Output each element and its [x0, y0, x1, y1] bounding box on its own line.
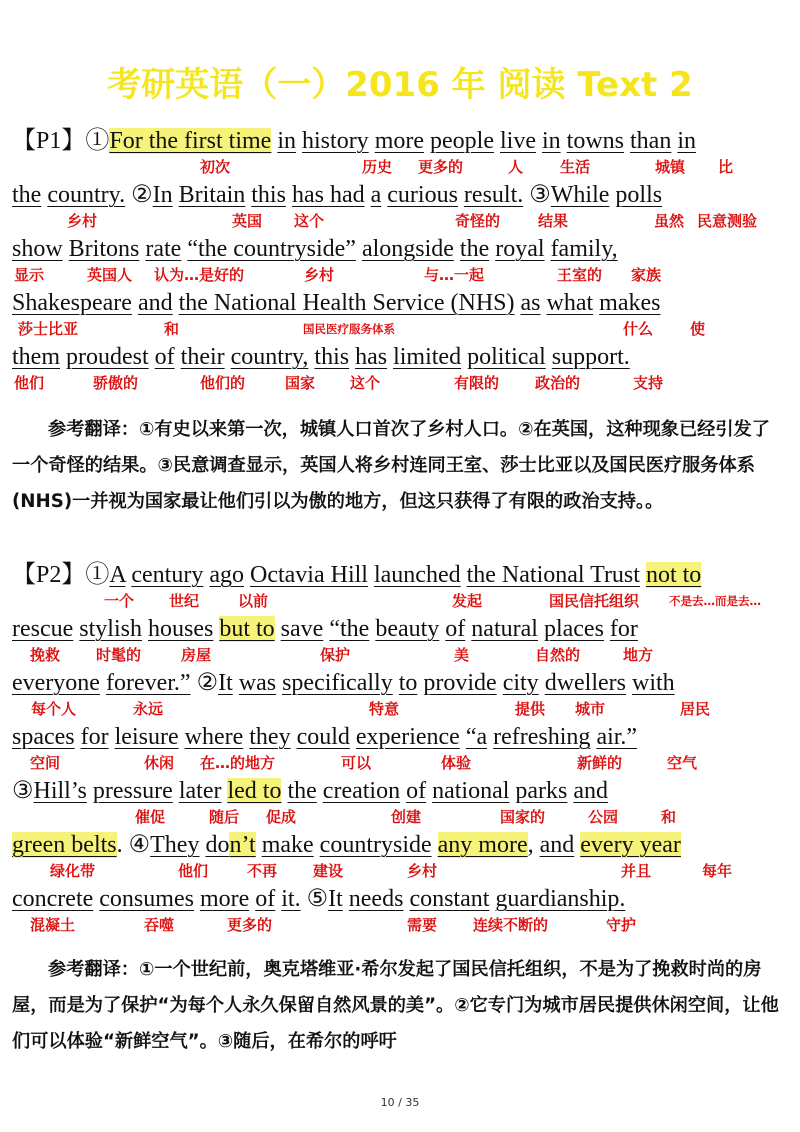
english-word: could [296, 724, 350, 750]
english-word: houses [147, 616, 214, 642]
english-word: creation [322, 778, 401, 804]
chinese-gloss: 不是去…而是去… [669, 594, 761, 608]
english-word: forever.” [105, 670, 191, 696]
english-word: everyone [12, 670, 100, 696]
english-word: parks [515, 778, 568, 804]
english-word: and [573, 778, 609, 804]
highlighted-phrase: any more [437, 832, 528, 858]
chinese-gloss: 虽然 [654, 212, 685, 230]
paragraph-2-translation: 参考翻译：①一个世纪前，奥克塔维亚·希尔发起了国民信托组织，不是为了挽救时尚的房屋，而是为了保护“为每个人永久保留自然风景的美”。②它专门为城市居民提供休闲空间，让他们可以体验“新鲜空气”。③随后，在希尔的呼吁 [12, 959, 779, 1052]
english-word: what [546, 290, 594, 316]
english-word: more [374, 128, 424, 154]
chinese-gloss: 国家 [285, 374, 316, 392]
english-word: in [677, 128, 696, 154]
english-word: Britons [68, 236, 140, 262]
english-word: consumes [99, 886, 194, 912]
page-number: 10 / 35 [380, 1096, 420, 1109]
english-word: rescue [12, 616, 74, 642]
chinese-gloss: 认为…是好的 [154, 266, 245, 284]
english-word: in [541, 128, 561, 154]
chinese-gloss: 国民信托组织 [549, 592, 640, 610]
english-word: rate [145, 236, 182, 262]
english-word: live [499, 128, 536, 154]
english-text: 【P2】① [12, 562, 110, 588]
english-word: launched [373, 562, 461, 588]
english-word: Hill’s [33, 778, 87, 804]
chinese-gloss: 乡村 [304, 266, 335, 284]
english-line [12, 180, 662, 210]
chinese-gloss: 空气 [667, 754, 698, 772]
english-word: family, [550, 236, 618, 262]
english-word: of [445, 616, 466, 642]
english-word: the National Trust [466, 562, 640, 588]
chinese-gloss: 每年 [702, 862, 733, 880]
english-word: has had [291, 182, 365, 208]
english-text: ③ [12, 778, 34, 804]
chinese-gloss: 需要 [407, 916, 438, 934]
chinese-gloss: 新鲜的 [577, 754, 623, 772]
english-word: show [12, 236, 63, 262]
english-word: dwellers [544, 670, 626, 696]
highlighted-phrase: For the first time [109, 128, 272, 154]
chinese-gloss: 城市 [575, 700, 606, 718]
chinese-gloss: 什么 [623, 320, 654, 338]
english-word: later [178, 778, 222, 804]
english-word: places [543, 616, 604, 642]
english-word: “the countryside” [187, 236, 356, 262]
chinese-gloss: 体验 [441, 754, 472, 772]
chinese-gloss: 一个 [104, 592, 135, 610]
chinese-gloss: 随后 [209, 808, 240, 826]
chinese-gloss: 保护 [320, 646, 351, 664]
english-line [12, 288, 660, 318]
english-word: this [314, 344, 350, 370]
chinese-gloss: 催促 [135, 808, 166, 826]
chinese-gloss: 混凝土 [30, 916, 76, 934]
chinese-gloss: 他们 [178, 862, 209, 880]
english-word: polls [615, 182, 663, 208]
english-word: towns [566, 128, 624, 154]
english-word: In [152, 182, 173, 208]
chinese-gloss: 历史 [362, 158, 393, 176]
english-text: ② [190, 670, 219, 696]
chinese-gloss: 骄傲的 [93, 374, 139, 392]
chinese-gloss: 和 [164, 320, 180, 338]
english-word: their [180, 344, 225, 370]
english-word: constant [409, 886, 490, 912]
english-word: A [109, 562, 126, 588]
chinese-gloss: 与…一起 [424, 266, 485, 284]
chinese-gloss: 提供 [515, 700, 546, 718]
english-word: for [609, 616, 638, 642]
chinese-gloss: 这个 [294, 212, 325, 230]
chinese-gloss: 每个人 [31, 700, 77, 718]
english-word: to [398, 670, 418, 696]
english-word: a [370, 182, 382, 208]
chinese-gloss: 结果 [538, 212, 569, 230]
english-word: the [12, 182, 42, 208]
english-word: the National Health Service (NHS) [178, 290, 515, 316]
highlighted-phrase: not to [645, 562, 702, 588]
english-word: limited [393, 344, 462, 370]
english-word: for [80, 724, 109, 750]
chinese-gloss: 在…的地方 [200, 754, 276, 772]
chinese-gloss: 他们的 [200, 374, 246, 392]
chinese-gloss: 建设 [313, 862, 344, 880]
english-word: It [218, 670, 233, 696]
english-word: they [249, 724, 291, 750]
chinese-gloss: 王室的 [557, 266, 603, 284]
english-text: 【P1】① [12, 128, 110, 154]
english-line [12, 234, 618, 264]
chinese-gloss: 生活 [560, 158, 591, 176]
chinese-gloss: 公园 [588, 808, 619, 826]
english-word: country. [47, 182, 126, 208]
english-word: needs [348, 886, 404, 912]
chinese-gloss: 人 [508, 158, 524, 176]
chinese-gloss: 不再 [247, 862, 278, 880]
english-word: natural [471, 616, 538, 642]
chinese-gloss: 初次 [200, 158, 231, 176]
english-word: in [277, 128, 297, 154]
english-word: of [154, 344, 175, 370]
chinese-gloss: 自然的 [535, 646, 581, 664]
chinese-gloss: 世纪 [169, 592, 200, 610]
english-line [12, 342, 630, 372]
english-word: save [280, 616, 324, 642]
chinese-gloss: 显示 [14, 266, 45, 284]
chinese-gloss: 家族 [631, 266, 662, 284]
english-word: Shakespeare [12, 290, 132, 316]
chinese-gloss: 英国人 [87, 266, 133, 284]
highlighted-phrase: led to [227, 778, 282, 804]
paragraph-1-translation: 参考翻译：①有史以来第一次，城镇人口首次了乡村人口。②在英国，这种现象已经引发了一个奇怪的结果。③民意调查显示，英国人将乡村连同王室、莎士比亚以及国民医疗服务体系(NHS)一并视为国家最让他们引以为傲的地方，但这只获得了有限的政治支持。。 [12, 419, 770, 512]
english-word: ago [209, 562, 244, 588]
english-word: “a [465, 724, 488, 750]
english-word: city [502, 670, 539, 696]
chinese-gloss: 可以 [341, 754, 372, 772]
chinese-gloss: 挽救 [30, 646, 61, 664]
english-word: than [630, 128, 672, 154]
english-word: alongside [361, 236, 454, 262]
english-word: stylish [79, 616, 142, 642]
english-word: result. [463, 182, 524, 208]
chinese-gloss: 时髦的 [96, 646, 142, 664]
english-text: ② [125, 182, 153, 208]
chinese-gloss: 国家的 [500, 808, 546, 826]
english-word: has [355, 344, 388, 370]
chinese-gloss: 更多的 [418, 158, 464, 176]
chinese-gloss: 乡村 [67, 212, 98, 230]
highlighted-phrase: but to [219, 616, 275, 642]
english-word: and [137, 290, 173, 316]
chinese-gloss: 休闲 [144, 754, 175, 772]
english-word: country, [230, 344, 309, 370]
chinese-gloss: 地方 [623, 646, 654, 664]
page-title: 考研英语（一）2016 年 阅读 Text 2 [107, 65, 693, 105]
chinese-gloss: 促成 [266, 808, 297, 826]
english-word: national [432, 778, 510, 804]
chinese-gloss: 乡村 [407, 862, 438, 880]
english-line [12, 722, 637, 752]
english-text: ③ [523, 182, 551, 208]
chinese-gloss: 他们 [14, 374, 45, 392]
english-word: of [406, 778, 427, 804]
english-word: spaces [12, 724, 75, 750]
english-line [12, 884, 625, 914]
english-line [12, 614, 638, 644]
english-text: ⑤ [300, 886, 329, 912]
english-line [12, 668, 675, 698]
english-line [12, 560, 701, 590]
english-word: beauty [375, 616, 440, 642]
chinese-gloss: 莎士比亚 [18, 320, 79, 338]
chinese-gloss: 民意测验 [697, 212, 758, 230]
english-word: provide [423, 670, 497, 696]
english-word: Octavia Hill [250, 562, 368, 588]
english-word: century [131, 562, 204, 588]
chinese-gloss: 绿化带 [50, 862, 96, 880]
english-word: royal [495, 236, 545, 262]
english-word: air.” [596, 724, 638, 750]
chinese-gloss: 连续不断的 [473, 916, 549, 934]
chinese-gloss: 守护 [606, 916, 637, 934]
english-text: . ④ [116, 832, 151, 858]
chinese-gloss: 吞噬 [144, 916, 175, 934]
chinese-gloss: 有限的 [454, 374, 500, 392]
chinese-gloss: 美 [454, 646, 470, 664]
english-word: makes [599, 290, 661, 316]
english-word: people [430, 128, 494, 154]
english-word: guardianship. [495, 886, 626, 912]
english-text [432, 832, 438, 858]
chinese-gloss: 城镇 [655, 158, 686, 176]
english-word: make [261, 832, 314, 858]
english-word: “the [329, 616, 370, 642]
english-word: where [184, 724, 244, 750]
english-word: more [199, 886, 250, 912]
english-word: them [12, 344, 60, 370]
english-word: leisure [114, 724, 179, 750]
english-word: as [520, 290, 541, 316]
chinese-gloss: 使 [690, 320, 706, 338]
highlighted-phrase: n’t [229, 832, 256, 858]
english-word: concrete [12, 886, 94, 912]
chinese-gloss: 政治的 [535, 374, 581, 392]
chinese-gloss: 奇怪的 [455, 212, 501, 230]
english-word: pressure [92, 778, 173, 804]
chinese-gloss: 空间 [30, 754, 61, 772]
chinese-gloss: 居民 [680, 700, 711, 718]
english-word: They [150, 832, 200, 858]
chinese-gloss: 特意 [369, 700, 400, 718]
english-word: specifically [282, 670, 393, 696]
chinese-gloss: 比 [718, 158, 734, 176]
english-word: was [238, 670, 277, 696]
english-word: Britain [178, 182, 246, 208]
english-line [12, 830, 681, 860]
chinese-gloss: 更多的 [227, 916, 273, 934]
english-word: countryside [319, 832, 432, 858]
english-word: While [550, 182, 610, 208]
english-word: the [287, 778, 317, 804]
english-word: history [302, 128, 369, 154]
english-line [12, 126, 696, 156]
chinese-gloss: 英国 [232, 212, 263, 230]
chinese-gloss: 并且 [621, 862, 652, 880]
highlighted-phrase: green belts [12, 832, 117, 858]
chinese-gloss: 以前 [238, 592, 269, 610]
english-word: proudest [66, 344, 149, 370]
chinese-gloss: 房屋 [181, 646, 212, 664]
english-word: curious [387, 182, 458, 208]
chinese-gloss: 发起 [452, 592, 483, 610]
english-word: support. [551, 344, 630, 370]
english-word: it. [281, 886, 301, 912]
english-word: political [467, 344, 546, 370]
english-text: , [527, 832, 540, 858]
english-word: do [205, 832, 230, 858]
english-word: experience [355, 724, 460, 750]
chinese-gloss: 和 [661, 808, 677, 826]
english-line [12, 776, 608, 806]
chinese-gloss: 创建 [391, 808, 422, 826]
english-word: and [539, 832, 575, 858]
chinese-gloss: 永远 [133, 700, 164, 718]
english-word: this [251, 182, 286, 208]
english-word: refreshing [493, 724, 591, 750]
english-word: with [632, 670, 675, 696]
english-word: It [328, 886, 343, 912]
chinese-gloss: 国民医疗服务体系 [303, 322, 395, 336]
highlighted-phrase: every year [580, 832, 681, 858]
english-word: of [255, 886, 276, 912]
chinese-gloss: 这个 [350, 374, 381, 392]
chinese-gloss: 支持 [633, 374, 664, 392]
english-word: the [459, 236, 490, 262]
